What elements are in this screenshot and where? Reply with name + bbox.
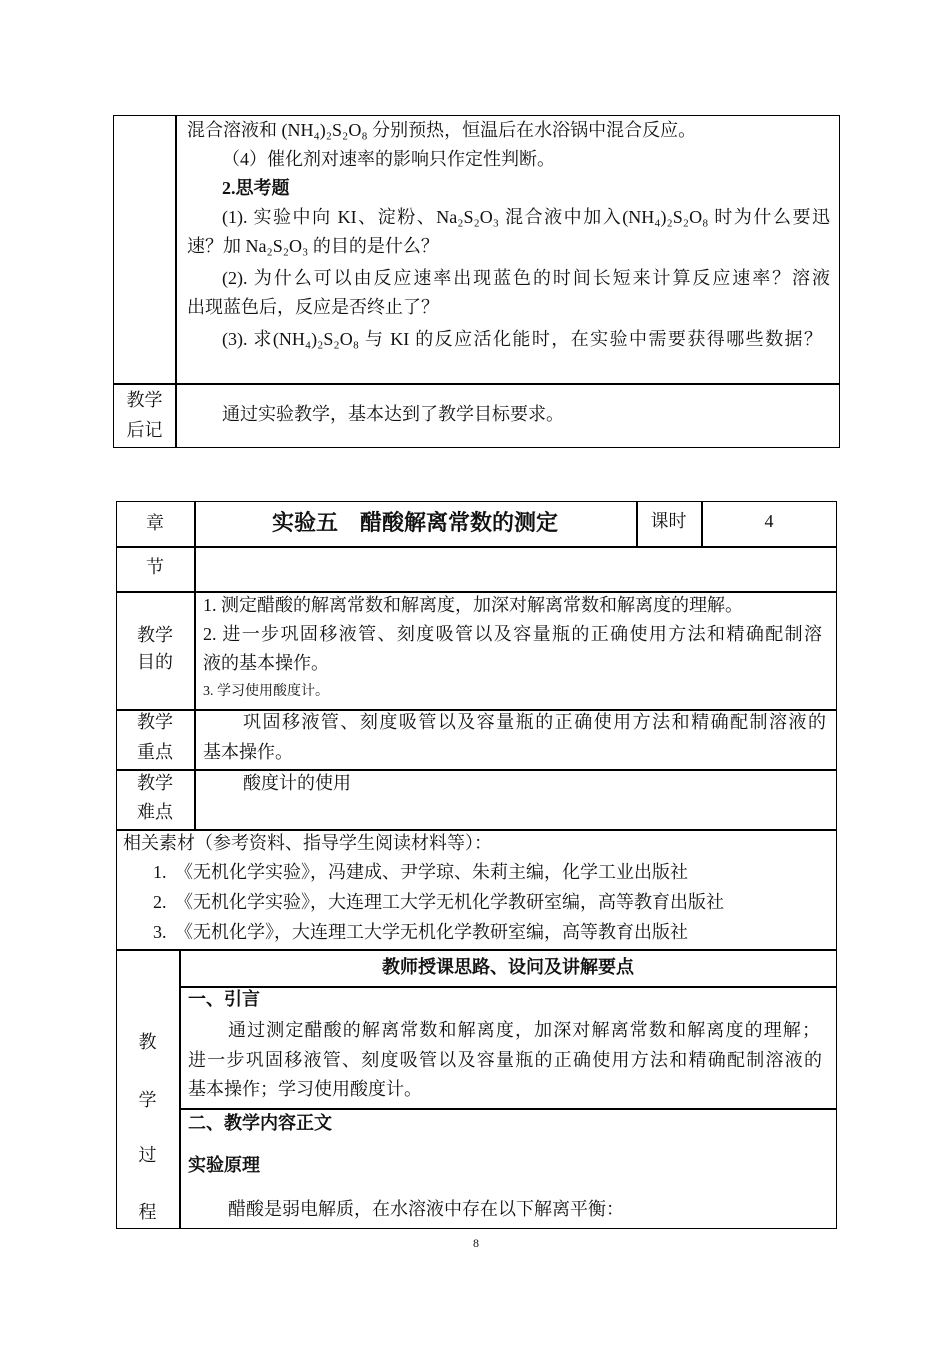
question-3: (3). 求(NH₄)₂S₂O₈ 与 KI 的反应活化能时，在实验中需要获得哪些数据？ bbox=[222, 329, 822, 349]
principle-text: 醋酸是弱电解质，在水溶液中存在以下解离平衡： bbox=[228, 1199, 624, 1219]
objective-2-line-2: 液的基本操作。 bbox=[203, 653, 329, 673]
objective-1: 1. 测定醋酸的解离常数和解离度，加深对解离常数和解离度的理解。 bbox=[203, 595, 743, 615]
lesson-table-row-divider bbox=[116, 591, 837, 593]
key-points-label-2: 重点 bbox=[137, 742, 173, 762]
upper-line-2: （4）催化剂对速率的影响只作定性判断。 bbox=[222, 149, 555, 169]
question-2-line-1: (2). 为什么可以由反应速率出现蓝色的时间长短来计算反应速率？溶液 bbox=[222, 268, 830, 288]
lesson-table-row-divider bbox=[116, 949, 837, 951]
process-label-char: 教 bbox=[138, 1032, 157, 1052]
experiment-title: 实验五 醋酸解离常数的测定 bbox=[271, 510, 558, 535]
material-reference: 《无机化学》，大连理工大学无机化学教研室编，高等教育出版社 bbox=[175, 922, 688, 942]
questions-heading: 2.思考题 bbox=[222, 178, 290, 198]
class-hours-label: 课时 bbox=[650, 511, 687, 531]
objective-2-line-1: 2. 进一步巩固移液管、刻度吸管以及容量瓶的正确使用方法和精确配制溶 bbox=[203, 624, 822, 644]
material-number: 2. bbox=[153, 892, 167, 912]
afterword-text: 通过实验教学，基本达到了教学目标要求。 bbox=[222, 404, 564, 424]
intro-heading: 一、引言 bbox=[188, 989, 260, 1009]
key-points-line-2: 基本操作。 bbox=[203, 742, 293, 762]
question-1-line-2: 速？加 Na₂S₂O₃ 的目的是什么？ bbox=[187, 236, 439, 256]
process-column-divider bbox=[179, 949, 181, 1228]
upper-table-row-divider bbox=[113, 383, 840, 385]
material-reference: 《无机化学实验》，大连理工大学无机化学教研室编，高等教育出版社 bbox=[175, 892, 724, 912]
process-label-char: 程 bbox=[138, 1202, 157, 1222]
key-points-label-1: 教学 bbox=[137, 712, 173, 732]
process-row-divider bbox=[179, 986, 837, 988]
materials-heading: 相关素材（参考资料、指导学生阅读材料等）： bbox=[123, 833, 492, 853]
lesson-table-column-divider bbox=[194, 501, 196, 829]
upper-line-1: 混合溶液和 (NH₄)₂S₂O₈ 分别预热，恒温后在水浴锅中混合反应。 bbox=[187, 120, 697, 140]
material-number: 1. bbox=[153, 862, 167, 882]
material-reference: 《无机化学实验》，冯建成、尹学琼、朱莉主编，化学工业出版社 bbox=[175, 862, 688, 882]
question-1-line-1: (1). 实验中向 KI、淀粉、Na₂S₂O₃ 混合液中加入(NH₄)₂S₂O₈ 时为什么要迅 bbox=[222, 207, 830, 227]
process-row-divider bbox=[179, 1108, 837, 1110]
intro-line-1: 通过测定醋酸的解离常数和解离度，加深对解离常数和解离度的理解； bbox=[228, 1020, 820, 1040]
question-2-line-2: 出现蓝色后，反应是否终止了？ bbox=[187, 297, 439, 317]
intro-line-3: 基本操作；学习使用酸度计。 bbox=[188, 1079, 422, 1099]
key-points-line-1: 巩固移液管、刻度吸管以及容量瓶的正确使用方法和精确配制溶液的 bbox=[243, 712, 826, 732]
lesson-table-row-divider bbox=[116, 769, 837, 771]
process-label-char: 学 bbox=[138, 1090, 157, 1110]
difficulties-text: 酸度计的使用 bbox=[243, 773, 351, 793]
afterword-label-1: 教学 bbox=[126, 390, 163, 410]
objectives-label-2: 目的 bbox=[137, 652, 173, 672]
main-content-heading: 二、教学内容正文 bbox=[188, 1113, 332, 1133]
chapter-label: 章 bbox=[146, 513, 164, 533]
lesson-table-row-divider bbox=[116, 829, 837, 831]
class-hours-value: 4 bbox=[764, 511, 774, 531]
process-heading: 教师授课思路、设问及讲解要点 bbox=[382, 957, 634, 977]
principle-heading: 实验原理 bbox=[188, 1155, 260, 1175]
lesson-table-row-divider bbox=[116, 546, 837, 548]
process-label-char: 过 bbox=[138, 1145, 157, 1165]
difficulties-label-2: 难点 bbox=[137, 802, 173, 822]
objective-3: 3. 学习使用酸度计。 bbox=[203, 684, 329, 699]
intro-line-2: 进一步巩固移液管、刻度吸管以及容量瓶的正确使用方法和精确配制溶液的 bbox=[188, 1050, 822, 1070]
afterword-label-2: 后记 bbox=[126, 420, 163, 440]
material-number: 3. bbox=[153, 922, 167, 942]
page-number: 8 bbox=[473, 1236, 479, 1250]
section-label: 节 bbox=[146, 557, 164, 577]
difficulties-label-1: 教学 bbox=[137, 773, 173, 793]
objectives-label-1: 教学 bbox=[137, 625, 173, 645]
